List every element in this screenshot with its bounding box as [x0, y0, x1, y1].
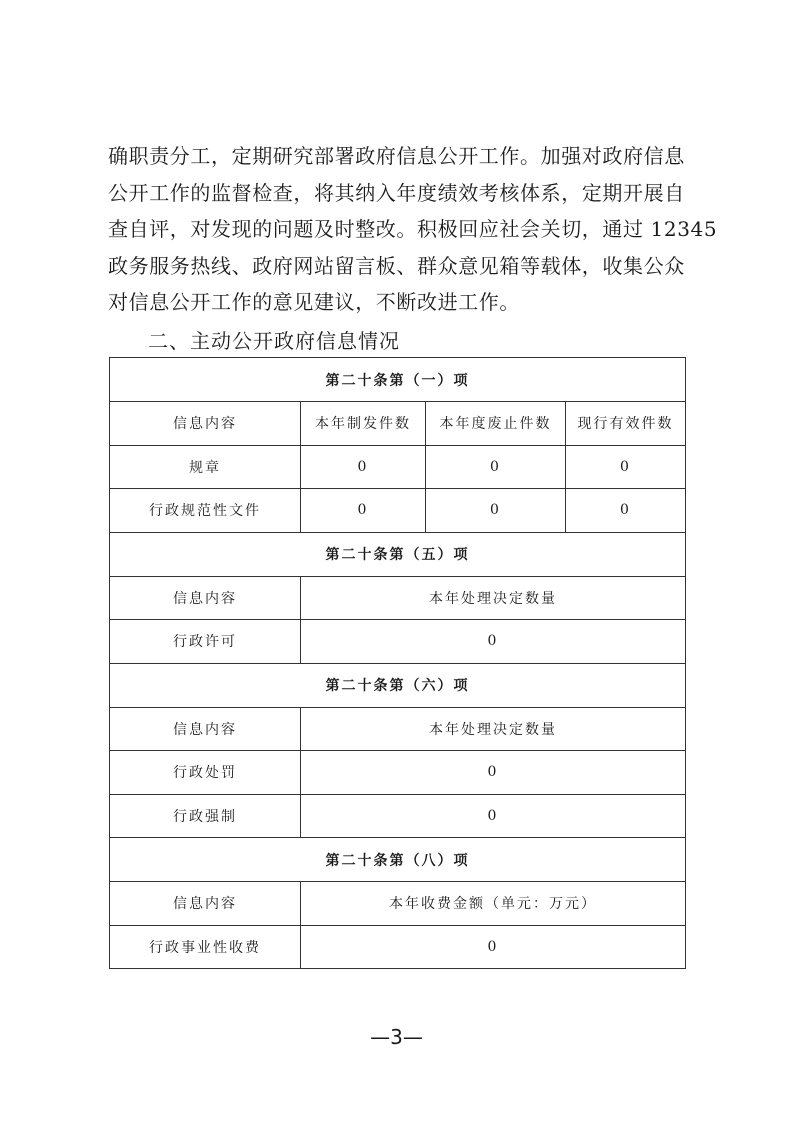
cell-value: 0: [426, 489, 566, 533]
section-title-item-5: 第二十条第（五）项: [110, 532, 686, 576]
section-title-item-1: 第二十条第（一）项: [110, 358, 686, 402]
body-paragraph: [108, 138, 718, 321]
cell-value: 0: [566, 489, 686, 533]
paragraph-line: 公开工作的监督检查，将其纳入年度绩效考核体系，定期开展自: [108, 180, 685, 205]
table-row: [110, 620, 686, 664]
row-label: 规章: [110, 445, 301, 489]
paragraph-line: 政务服务热线、政府网站留言板、群众意见箱等载体，收集公众: [108, 253, 685, 278]
table-row: [110, 489, 686, 533]
column-header: 本年处理决定数量: [301, 707, 686, 751]
cell-value: 0: [301, 794, 686, 838]
section-header-row: [110, 532, 686, 576]
column-header-row: [110, 576, 686, 620]
row-label: 行政规范性文件: [110, 489, 301, 533]
column-header: 信息内容: [110, 882, 301, 926]
column-header: 信息内容: [110, 707, 301, 751]
column-header-row: [110, 707, 686, 751]
row-label: 行政强制: [110, 794, 301, 838]
cell-value: 0: [566, 445, 686, 489]
section-header-row: [110, 838, 686, 882]
column-header: 现行有效件数: [566, 402, 686, 446]
section-header-row: [110, 663, 686, 707]
paragraph-line: 查自评，对发现的问题及时整改。积极回应社会关切，通过 12345: [108, 217, 718, 241]
cell-value: 0: [301, 925, 686, 969]
row-label: 行政事业性收费: [110, 925, 301, 969]
row-label: 行政处罚: [110, 751, 301, 795]
table-row: [110, 794, 686, 838]
cell-value: 0: [301, 620, 686, 664]
column-header-row: [110, 882, 686, 926]
cell-value: 0: [301, 751, 686, 795]
column-header: 信息内容: [110, 402, 301, 446]
section-header-row: [110, 358, 686, 402]
section-title-item-6: 第二十条第（六）项: [110, 663, 686, 707]
disclosure-table: [109, 357, 686, 969]
column-header-row: [110, 402, 686, 446]
section-heading: 二、主动公开政府信息情况: [148, 329, 400, 353]
cell-value: 0: [301, 489, 426, 533]
column-header: 本年度废止件数: [426, 402, 566, 446]
section-title-item-8: 第二十条第（八）项: [110, 838, 686, 882]
table-row: [110, 925, 686, 969]
table-row: [110, 445, 686, 489]
row-label: 行政许可: [110, 620, 301, 664]
column-header: 本年收费金额（单元：万元）: [301, 882, 686, 926]
cell-value: 0: [301, 445, 426, 489]
column-header: 本年制发件数: [301, 402, 426, 446]
page-number: —3—: [370, 1025, 423, 1049]
table-row: [110, 751, 686, 795]
paragraph-line: 确职责分工，定期研究部署政府信息公开工作。加强对政府信息: [108, 144, 685, 168]
column-header: 本年处理决定数量: [301, 576, 686, 620]
column-header: 信息内容: [110, 576, 301, 620]
paragraph-line: 对信息公开工作的意见建议，不断改进工作。: [108, 290, 520, 314]
cell-value: 0: [426, 445, 566, 489]
